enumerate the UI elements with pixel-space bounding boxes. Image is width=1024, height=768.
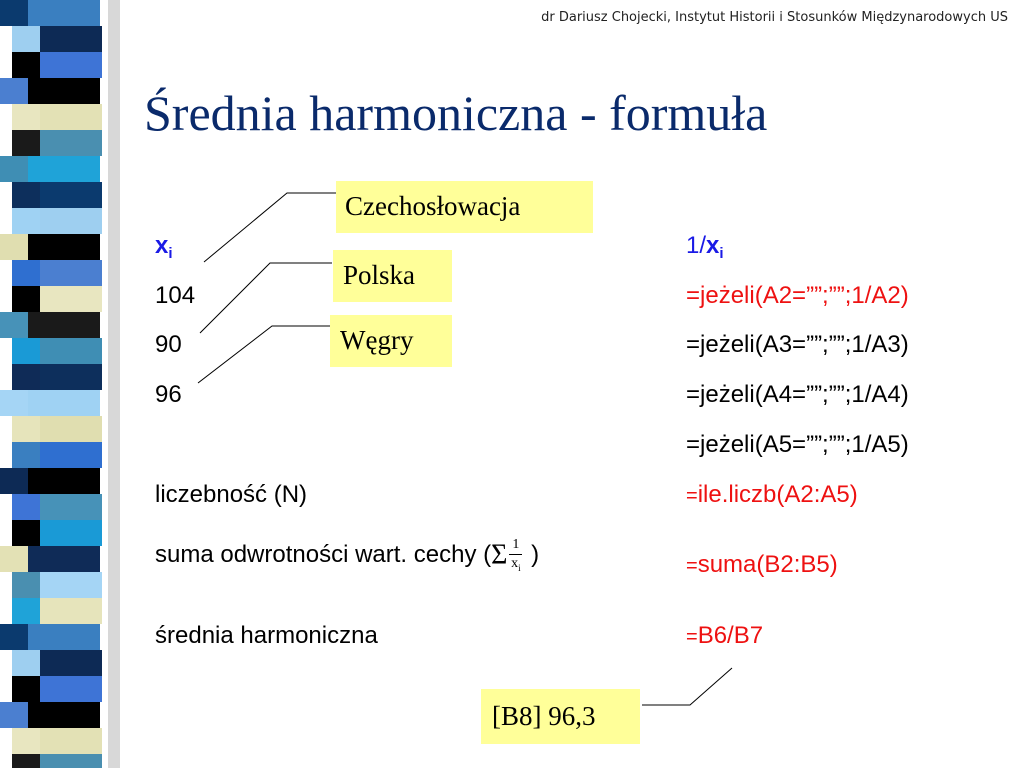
connector-result [642, 668, 732, 705]
stripe-block [40, 286, 102, 312]
stripe-block [12, 52, 40, 78]
stripe-block [0, 312, 28, 338]
formula-row-3: =jeżeli(A3=””;””;1/A3) [686, 331, 909, 358]
connector-czechoslowacja [204, 193, 336, 262]
stripe-block [0, 624, 28, 650]
label-wegry: Węgry [330, 315, 452, 367]
formula-row-4: =jeżeli(A4=””;””;1/A4) [686, 381, 909, 408]
author-note: dr Dariusz Chojecki, Instytut Historii i Stosunków Międzynarodowych US [541, 10, 1008, 25]
stripe-block [12, 676, 40, 702]
stripe-block [40, 208, 102, 234]
slide-title: Średnia harmoniczna - formuła [144, 85, 768, 141]
stripe-block [40, 260, 102, 286]
stripe-block [40, 598, 102, 624]
stripe-block [28, 234, 100, 260]
stripe-block [40, 26, 102, 52]
stripe-block [40, 130, 102, 156]
stripe-block [0, 156, 28, 182]
stripe-block [12, 728, 40, 754]
stripe-block [12, 416, 40, 442]
stripe-block [12, 182, 40, 208]
formula-count: =ile.liczb(A2:A5) [686, 481, 858, 508]
stripe-block [28, 546, 100, 572]
stripe-block [12, 260, 40, 286]
stripe-block [40, 572, 102, 598]
stripe-block [40, 182, 102, 208]
stripe-block [12, 650, 40, 676]
stripe-block [28, 624, 100, 650]
value-96: 96 [155, 381, 182, 408]
stripe-block [12, 26, 40, 52]
stripe-block [40, 442, 102, 468]
stripe-block [40, 650, 102, 676]
stripe-block [0, 546, 28, 572]
stripe-block [28, 702, 100, 728]
formula-mean: =B6/B7 [686, 622, 764, 649]
stripe-block [28, 312, 100, 338]
header-x: $x_i$ [155, 232, 173, 262]
stripe-block [28, 78, 100, 104]
stripe-block [12, 442, 40, 468]
header-inverse-x: $1/x_i$ [686, 232, 724, 262]
stripe-block [12, 364, 40, 390]
stripe-block [0, 78, 28, 104]
value-104: 104 [155, 282, 196, 309]
stripe-block [0, 390, 28, 416]
stripe-block [40, 520, 102, 546]
formula-row-2: =jeżeli(A2=””;””;1/A2) [686, 282, 909, 309]
stripe-block [12, 130, 40, 156]
fraction: $\frac{1}{x_i}$ [511, 537, 521, 573]
stripe-block [0, 234, 28, 260]
stripe-block [40, 338, 102, 364]
stripe-block [40, 754, 102, 768]
label-czechoslowacja: Czechosłowacja [336, 181, 593, 233]
stripe-block [12, 104, 40, 130]
stripe-block [28, 0, 100, 26]
stripe-block [28, 390, 100, 416]
sum-label: suma odwrotności wart. cechy (Σ $\frac{1}{x_i}$ ) [155, 537, 540, 573]
stripe-block [12, 572, 40, 598]
stripe-block [28, 468, 100, 494]
stripe-block [40, 364, 102, 390]
stripe-block [40, 416, 102, 442]
stripe-block [40, 52, 102, 78]
stripe-block [28, 156, 100, 182]
sigma-symbol: Σ [491, 539, 508, 571]
stripe-block [12, 494, 40, 520]
count-label: liczebność (N) [155, 481, 308, 508]
formula-sum: =suma(B2:B5) [686, 551, 838, 578]
label-polska: Polska [333, 250, 452, 302]
stripe-block [0, 702, 28, 728]
label-result: [B8] 96,3 [481, 689, 640, 744]
connector-polska [200, 263, 332, 333]
formula-row-5: =jeżeli(A5=””;””;1/A5) [686, 431, 909, 458]
stripe-block [12, 208, 40, 234]
stripe-block [12, 338, 40, 364]
stripe-block [0, 468, 28, 494]
connector-wegry [198, 326, 330, 383]
stripe-block [12, 754, 40, 768]
decorative-stripe [0, 0, 120, 768]
stripe-block [40, 104, 102, 130]
value-90: 90 [155, 331, 182, 358]
stripe-block [40, 728, 102, 754]
stripe-block [0, 0, 28, 26]
stripe-block [12, 286, 40, 312]
stripe-block [12, 598, 40, 624]
stripe-block [12, 520, 40, 546]
mean-label: średnia harmoniczna [155, 622, 378, 649]
stripe-block [40, 676, 102, 702]
stripe-block [40, 494, 102, 520]
